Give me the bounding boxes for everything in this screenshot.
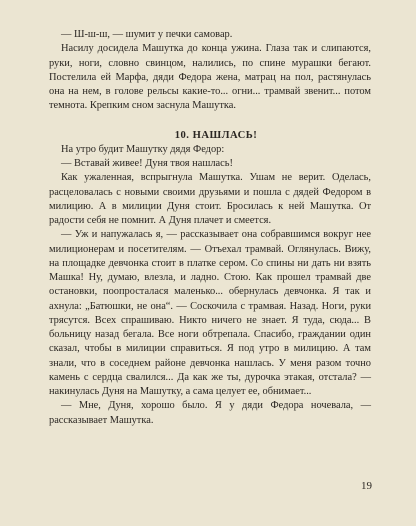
paragraph: На утро будит Машутку дядя Федор: <box>61 143 225 155</box>
paragraph: — Вставай живее! Дуня твоя нашлась! <box>61 158 233 169</box>
paragraph: — Уж и напужалась я, — рассказывает она собравшимся вокруг нее милиционерам и посетителям. — Отъехал трамвай. Оглянулась. Вижу, на площадке девчонка стоит в платке сером. Со спины ни дать ни взять Машка! Ну, думаю, влезла, и ладно. Стою. Как прошел трамвай две остановки, поопросталася маленько... обернулась девчонка. Я так и ахнула: „Батюшки, не она“. — Соскочила с трамвая. Назад. Ноги, руки трясутся. Всех спрашиваю. Никто ничего не знает. Я туда, сюда... В больницу назад бегала. Все ноги обтрепала. Спасибо, граждании один сказал, чтобы в милиции справиться. Я под утро в милицию. А там знали, что в соседнем районе девчонка нашлась. У меня разом точно камень с сердца свалился... Да как же ты, дурочка этакая, отстала? — накинулась Дуня на Машутку, а сама целует ее, обнимает... <box>49 229 371 397</box>
section-gap <box>49 114 371 129</box>
paragraph: — Ш-ш-ш, — шумит у печки самовар. <box>61 29 233 40</box>
paragraph: Насилу досидела Машутка до конца ужина. Глаза так и слипаются, руки, ноги, словно свинцом, налились, по спине мурашки бегают. Постелила ей Марфа, дяди Федора жена, матрац на пол, растянулась она на нем, в голове рельсы какие-то... огни... трамвай звенит... потом темнота. Крепким сном заснула Машутка. <box>49 43 371 112</box>
paragraph: — Мне, Дуня, хорошо было. Я у дяди Федора ночевала, — рассказывает Машутка. <box>49 400 371 426</box>
paragraph: Как ужаленная, вспрыгнула Машутка. Ушам не верит. Оделась, расцеловалась с новыми своими друзьями и пошла с дядей Федором в милицию. А в милиции Дуня стоит. Бросилась к ней Машутка. От радости себя не помнит. А Дуня плачет и смеется. <box>49 172 371 226</box>
page-text <box>49 28 371 428</box>
chapter-heading: 10. НАШЛАСЬ! <box>174 129 258 141</box>
page-number: 19 <box>361 480 372 492</box>
